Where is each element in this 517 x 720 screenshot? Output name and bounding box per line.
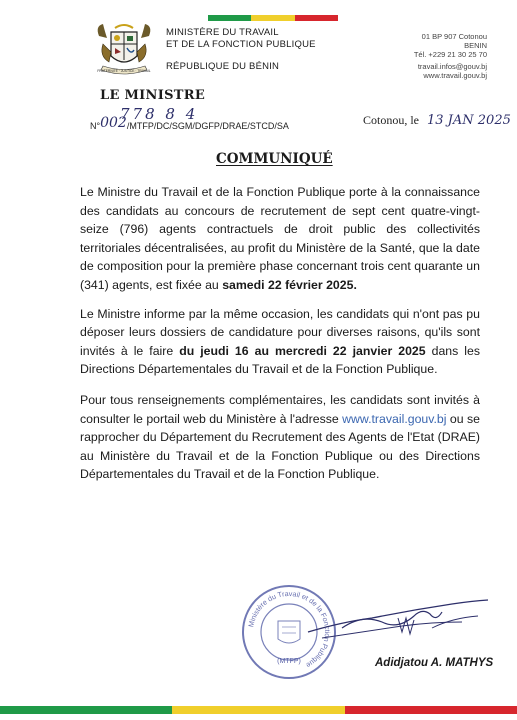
- paragraph-2: [80, 305, 480, 379]
- p2-dates: du jeudi 16 au mercredi 22 janvier 2025: [179, 343, 426, 358]
- coat-of-arms-icon: [93, 22, 155, 80]
- flag-stripe-bottom: [0, 706, 517, 714]
- ref-handwritten-annotation: 778 8 4: [120, 105, 199, 123]
- reference-number: [90, 105, 289, 133]
- date-line: [363, 113, 511, 128]
- seal-abbreviation: (MTFP): [277, 658, 301, 665]
- signatory-name: Adidjatou A. MATHYS: [375, 657, 494, 669]
- contact-web: www.travail.gouv.bj: [423, 71, 487, 80]
- contact-email: travail.infos@gouv.bj: [417, 62, 487, 71]
- document-title: COMMUNIQUÉ: [216, 151, 333, 167]
- crest-motto: FRATERNITÉ · JUSTICE · TRAVAIL: [97, 69, 151, 73]
- ref-handwritten-number: 002: [100, 115, 127, 131]
- document-body: [80, 183, 480, 496]
- contact-address: 01 BP 907 Cotonou: [421, 32, 487, 41]
- p3-text: Pour tous renseignements complémentaires, les candidats sont invités à consulter le portail web du Ministère à l'adresse: [80, 392, 480, 426]
- p1-text: Le Ministre du Travail et de la Fonction Publique porte à la connaissance des candidats au concours de recrutement de sept cent quatre-vingt-seize (796) agents contractuels de droit public des collectivités territoriales décentralisées, au profit du Ministère de la Santé, que la date de composition pour la première phase concernant trois cent quarante un (341) agents, est fixée au: [80, 185, 480, 292]
- contact-country: BENIN: [464, 41, 487, 50]
- contact-block: [414, 32, 487, 80]
- website-link[interactable]: www.travail.gouv.bj: [342, 411, 447, 426]
- p1-date: samedi 22 février 2025.: [222, 277, 357, 292]
- date-stamp: 13 JAN 2025: [427, 113, 511, 128]
- seal-text: Ministère du Travail et de la Fonction Publique: [246, 588, 333, 671]
- ministry-header: [166, 27, 316, 73]
- ministry-name-line1: MINISTÈRE DU TRAVAIL: [166, 27, 279, 38]
- ref-code: /MTFP/DC/SGM/DGFP/DRAE/STCD/SA: [126, 121, 289, 131]
- paragraph-3: [80, 391, 480, 484]
- contact-phone: Tél. +229 21 30 25 70: [413, 50, 487, 59]
- ref-prefix: N°: [90, 121, 101, 131]
- minister-title: LE MINISTRE: [100, 88, 206, 103]
- ministry-name-line2: ET DE LA FONCTION PUBLIQUE: [166, 39, 316, 50]
- date-label: Cotonou, le: [363, 113, 419, 127]
- p3-tail: ou se rapprocher du Département du Recrutement des Agents de l'Etat (DRAE) au Ministère du Travail et de la Fonction Publique ou des Directions Départementales du Travail et de la Fonction Publique.: [80, 411, 480, 482]
- handwritten-signature: [302, 592, 492, 652]
- paragraph-1: [80, 183, 480, 295]
- p2-tail: dans les Directions Départementales du Travail et de la Fonction Publique.: [80, 343, 481, 377]
- republic-name: RÉPUBLIQUE DU BÉNIN: [166, 61, 280, 72]
- flag-stripe-top: [208, 15, 338, 21]
- p2-text: Le Ministre informe par la même occasion, les candidats qui n'ont pas pu déposer leurs dossiers de candidature pour diverses raisons, qu'ils sont invités à le faire: [80, 306, 480, 358]
